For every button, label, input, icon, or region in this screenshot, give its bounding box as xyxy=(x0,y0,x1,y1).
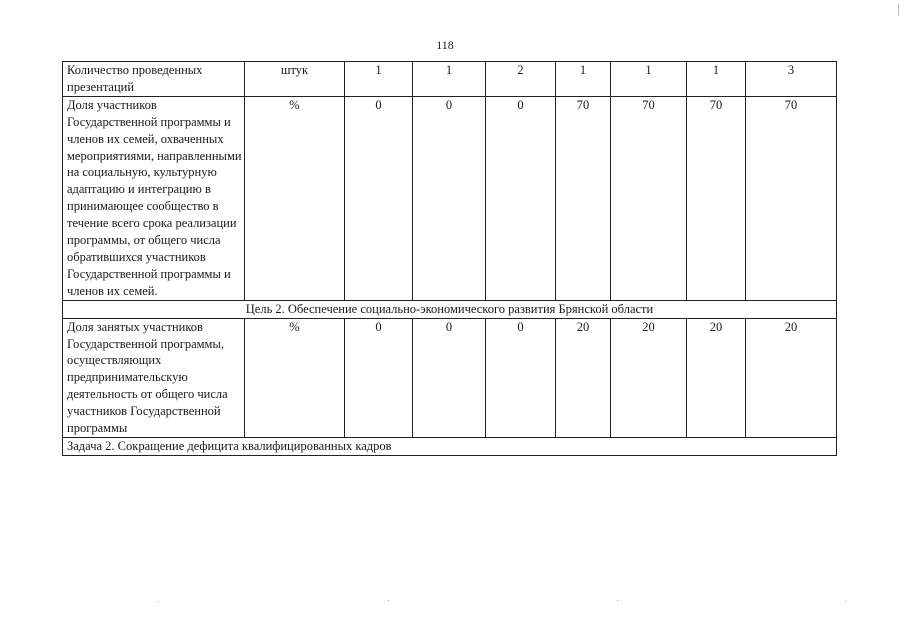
value-cell: 0 xyxy=(345,318,413,437)
scan-speck xyxy=(158,601,159,602)
indicator-name-cell xyxy=(63,318,245,437)
value-cell: 3 xyxy=(746,62,837,97)
scan-speck xyxy=(617,600,618,601)
section-heading: Цель 2. Обеспечение социально-экономического развития Брянской области xyxy=(63,300,837,318)
value-cell: 70 xyxy=(687,96,746,300)
value-cell: 20 xyxy=(556,318,611,437)
scan-speck xyxy=(845,601,846,602)
value-cell: 1 xyxy=(413,62,486,97)
value-cell: 2 xyxy=(486,62,556,97)
section-row xyxy=(63,300,837,318)
indicator-name-cell xyxy=(63,62,245,97)
value-cell: 0 xyxy=(486,96,556,300)
value-cell: 20 xyxy=(687,318,746,437)
value-cell: 20 xyxy=(611,318,687,437)
unit-cell: штук xyxy=(245,62,345,97)
task-heading: Задача 2. Сокращение дефицита квалифицированных кадров xyxy=(63,437,837,455)
scan-speck xyxy=(388,600,389,601)
indicator-name: Доля участников Государственной программы и членов их семей, охваченных мероприятиями, направленными на социальную, культурную адаптацию и интеграцию в принимающее сообщество в течение всего срока реализации программы, от общего числа обратившихся участников Государственной программы и членов их семей. xyxy=(67,97,242,298)
unit-cell: % xyxy=(245,318,345,437)
scan-edge-mark xyxy=(898,4,899,16)
table-row xyxy=(63,318,837,437)
value-cell: 1 xyxy=(611,62,687,97)
indicator-name: Доля занятых участников Государственной программы, осуществляющих предпринимательскую деятельность от общего числа участников Государственной программы xyxy=(67,319,228,436)
value-cell: 0 xyxy=(345,96,413,300)
page-number: 118 xyxy=(436,38,454,52)
indicators-table xyxy=(62,61,837,456)
value-cell: 0 xyxy=(413,96,486,300)
value-cell: 1 xyxy=(687,62,746,97)
value-cell: 0 xyxy=(486,318,556,437)
value-cell: 0 xyxy=(413,318,486,437)
value-cell: 20 xyxy=(746,318,837,437)
value-cell: 70 xyxy=(746,96,837,300)
value-cell: 1 xyxy=(556,62,611,97)
unit-cell: % xyxy=(245,96,345,300)
table-row xyxy=(63,62,837,97)
value-cell: 70 xyxy=(611,96,687,300)
indicator-name-cell xyxy=(63,96,245,300)
indicator-name: Количество проведенных презентаций xyxy=(67,63,203,94)
table-row xyxy=(63,96,837,300)
task-row xyxy=(63,437,837,455)
value-cell: 70 xyxy=(556,96,611,300)
value-cell: 1 xyxy=(345,62,413,97)
